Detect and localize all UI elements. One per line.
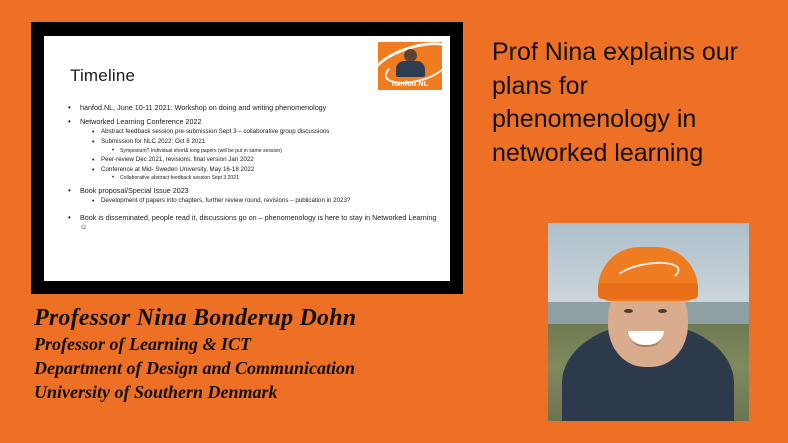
list-item <box>112 148 440 155</box>
bullet-text: • Conference at Mid- Sweden University, May 16-18 2022 <box>101 166 254 173</box>
list-item <box>112 175 440 182</box>
slide-bullet-list <box>68 103 440 236</box>
bullet-text: • Development of papers into chapters, further review round, revisions – publication in 2023? <box>101 197 350 204</box>
list-item <box>92 128 440 136</box>
bullet-text: • Book is disseminated, people read it, discussions go on – phenomenology is here to stay in Networked Learning ☺ <box>80 213 436 232</box>
slide-content <box>44 36 450 281</box>
speaker-name: Professor Nina Bonderup Dohn <box>34 305 357 331</box>
bullet-text: • Collaborative abstract feedback session Sept 3 2021 <box>120 175 239 181</box>
speaker-affiliation-line-3: University of Southern Denmark <box>34 381 278 402</box>
bullet-text: • Submission for NLC 2022: Oct 8 2021 <box>101 138 205 145</box>
bullet-text: • hanfod.NL, June 10-11 2021: Workshop on doing and writing phenomenology <box>80 103 326 112</box>
slide-title: Timeline <box>70 66 136 85</box>
speaker-caption <box>34 303 356 404</box>
speaker-affiliation-line-1: Professor of Learning & ICT <box>34 334 252 354</box>
page-title: Prof Nina explains our plans for phenomenology in networked learning <box>492 38 738 167</box>
speaker-affiliation-line-2: Department of Design and Communication <box>34 357 356 378</box>
list-item <box>68 213 440 232</box>
bullet-text: • Abstract feedback session pre-submission Sept 3 – collaborative group discussions <box>101 128 329 135</box>
list-item <box>92 138 440 154</box>
speaker-photo <box>548 223 749 421</box>
list-item <box>68 186 440 206</box>
logo-label: hanfod.NL <box>391 81 429 88</box>
bullet-text: • Networked Learning Conference 2022 <box>80 117 201 126</box>
photo-eye-left <box>624 309 633 313</box>
slide-image-frame <box>31 22 463 294</box>
logo-person-torso-icon <box>396 61 425 77</box>
bullet-text: • Peer-review Dec 2021, revisions, final version Jan 2022 <box>101 156 254 163</box>
list-item <box>68 117 440 182</box>
bullet-text: • Book proposal/Special Issue 2023 <box>80 186 189 195</box>
list-item <box>68 103 440 113</box>
list-item <box>92 156 440 164</box>
list-item <box>92 197 440 205</box>
bullet-text: • Symposium? Individual short& long papers (will be put in same session) <box>120 148 282 154</box>
list-item <box>92 166 440 182</box>
photo-eye-right <box>658 309 667 313</box>
hanfod-nl-logo <box>378 42 442 90</box>
